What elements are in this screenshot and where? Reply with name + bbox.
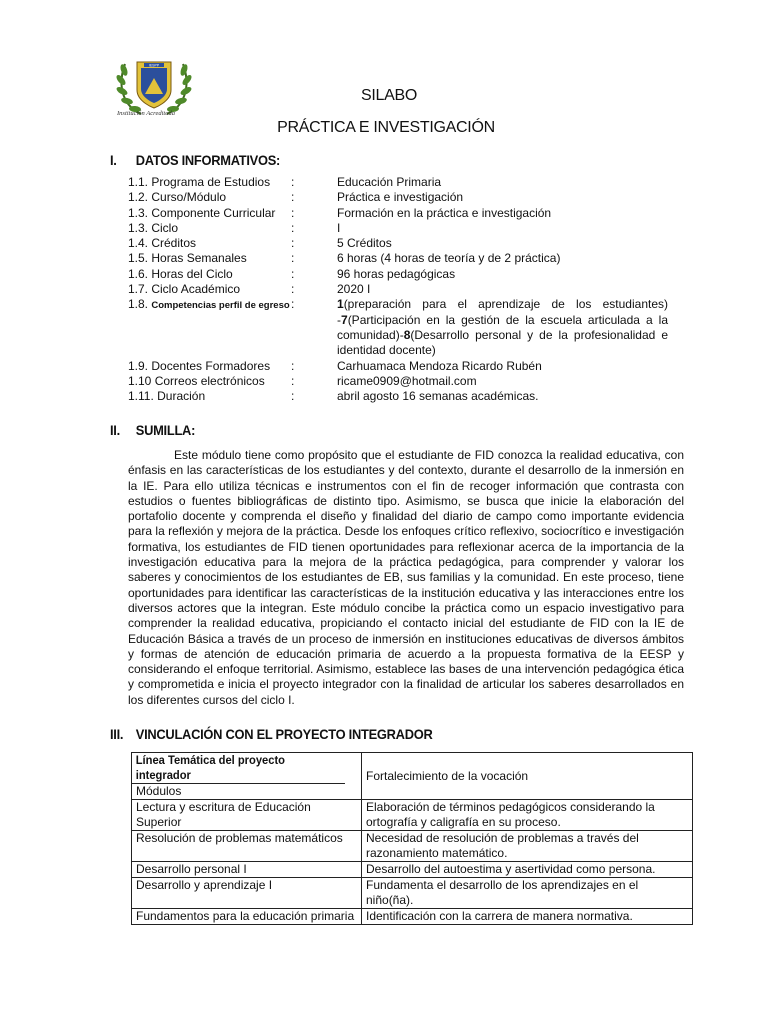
email-link[interactable]: ricame0909@hotmail.com — [337, 373, 477, 388]
info-sep: : — [291, 373, 295, 388]
competencia-text: (Desarrollo personal y de la profesionalidad e identidad docente) — [337, 327, 668, 358]
info-row — [128, 359, 668, 374]
desc-cell: Fundamenta el desarrollo de los aprendizajes en el niño(ña). — [362, 878, 693, 909]
info-value: Formación en la práctica e investigación — [337, 205, 552, 220]
info-key: 1.3. Componente Curricular — [128, 205, 276, 220]
info-key: 1.1. Programa de Estudios — [128, 175, 271, 189]
module-cell: Desarrollo y aprendizaje I — [132, 878, 362, 909]
logo-caption: Institución Acreditada — [117, 110, 175, 117]
section-datos-informativos — [110, 152, 280, 168]
svg-text:IESPP: IESPP — [148, 63, 160, 68]
section-sumilla — [110, 422, 195, 438]
info-row-competencias — [128, 297, 668, 358]
table-row — [132, 800, 693, 831]
info-key: 1.11. Duración — [128, 389, 206, 404]
competencia-number: 8 — [403, 327, 411, 342]
info-sep: : — [291, 251, 295, 266]
section-title: VINCULACIÓN CON EL PROYECTO INTEGRADOR — [135, 726, 433, 742]
table-row — [132, 909, 693, 925]
info-value: abril agosto 16 semanas académicas. — [337, 389, 539, 404]
info-row — [128, 236, 668, 251]
competencia-number: 1 — [337, 297, 344, 312]
info-sep: : — [291, 297, 295, 312]
section-number: I. — [110, 152, 117, 168]
table-header-row — [132, 753, 693, 800]
info-key: 1.5. Horas Semanales — [128, 251, 247, 266]
info-row — [128, 206, 668, 221]
info-sep: : — [291, 358, 295, 373]
info-sep: : — [291, 236, 295, 251]
info-key-number: 1.8. — [128, 297, 149, 312]
module-cell: Desarrollo personal I — [132, 862, 362, 878]
competencia-number: 7 — [341, 312, 348, 327]
section-number: III. — [110, 726, 124, 742]
info-list — [128, 175, 668, 404]
competencia-text: (Participación en la gestión de la escuela articulada a la comunidad)- — [337, 312, 668, 342]
info-key: 1.4. Créditos — [128, 236, 197, 251]
desc-cell: Necesidad de resolución de problemas a través del razonamiento matemático. — [362, 831, 693, 862]
info-sep: : — [291, 389, 295, 404]
info-row — [128, 282, 668, 297]
info-sep: : — [291, 205, 295, 220]
info-row — [128, 190, 668, 205]
info-value: 2020 I — [337, 282, 371, 297]
info-key: 1.9. Docentes Formadores — [128, 358, 271, 373]
header-sub: Módulos — [136, 784, 182, 798]
info-sep: : — [291, 190, 295, 205]
desc-cell: Identificación con la carrera de manera normativa. — [362, 909, 693, 925]
info-key: 1.10 Correos electrónicos — [128, 373, 265, 388]
section-number: II. — [110, 422, 120, 438]
sumilla-paragraph — [128, 448, 684, 708]
info-key: 1.6. Horas del Ciclo — [128, 266, 233, 281]
info-row — [128, 175, 668, 190]
section-title: SUMILLA: — [135, 422, 196, 438]
info-row — [128, 221, 668, 236]
document-title: SILABO — [360, 87, 417, 104]
competencias-value — [337, 297, 668, 358]
header-value: Fortalecimiento de la vocación — [362, 753, 693, 800]
info-key-label: Competencias perfil de egreso — [151, 300, 290, 312]
info-value: 96 horas pedagógicas — [337, 266, 456, 281]
table-row — [132, 878, 693, 909]
header-label: Línea Temática del proyecto integrador — [132, 753, 345, 784]
info-key: 1.3. Ciclo — [128, 220, 179, 235]
info-value: Práctica e investigación — [337, 190, 464, 205]
section-vinculacion — [110, 726, 433, 742]
info-row — [128, 374, 668, 389]
info-value: 6 horas (4 horas de teoría y de 2 práctica) — [337, 251, 561, 266]
info-value: 5 Créditos — [337, 236, 392, 251]
table-row — [132, 862, 693, 878]
info-key: 1.2. Curso/Módulo — [128, 190, 227, 205]
table-row — [132, 831, 693, 862]
info-sep: : — [291, 220, 295, 235]
info-sep: : — [291, 266, 295, 281]
info-value: Carhuamaca Mendoza Ricardo Rubén — [337, 358, 542, 373]
module-cell: Fundamentos para la educación primaria — [132, 909, 362, 925]
sumilla-text: Este módulo tiene como propósito que el estudiante de FID conozca la realidad educativa, con énfasis en las características de los estudiantes y del contexto, durante el desarrollo de la inmersión en la IE. Para ello utiliza técnicas e instrumentos con el fin de recoger información que contrasta con estudios o fuentes bibliográficas de distinto tipo. Asimismo, se busca que inicie la elaboración del portafolio docente y comprenda el diseño y finalidad del diario de campo como importante evidencia para la reflexión y mejora de la práctica. Desde los enfoques crítico reflexivo, sociocrítico e investigación formativa, los estudiantes de FID tienen oportunidades para reflexionar acerca de la importancia de la investigación educativa para la mejora de la práctica pedagógica, para comprender y valorar los saberes y conocimientos de los estudiantes de EB, sus familias y la comunidad. En este proceso, tiene oportunidades para identificar las características de la institución educativa y las interacciones entre los diversos actores que la integran. Este módulo concibe la práctica como un espacio investigativo para comprender la realidad educativa, propiciando el contacto inicial del estudiante de FID con la IE de Educación Básica a través de un proceso de inmersión en instituciones educativas de diversos ámbitos y formas de atención de educación primaria de acuerdo a la propuesta formativa de la EESP y considerando el enfoque territorial. Asimismo, establece las bases de una intervención pedagógica ética y comprometida e inicia el proyecto integrador con la finalidad de articular los saberes desarrollados en los diferentes cursos del ciclo I. — [128, 448, 684, 707]
desc-cell: Elaboración de términos pedagógicos considerando la ortografía y caligrafía en su proceso. — [362, 800, 693, 831]
competencia-text: (preparación para el aprendizaje de los estudiantes) - — [337, 297, 668, 327]
info-value: I — [337, 220, 341, 235]
info-sep: : — [291, 175, 295, 189]
info-row — [128, 251, 668, 266]
proyecto-integrador-table — [131, 752, 693, 925]
section-title: DATOS INFORMATIVOS: — [135, 152, 281, 168]
document-subtitle: PRÁCTICA E INVESTIGACIÓN — [277, 119, 495, 136]
table-header-cell — [132, 753, 362, 800]
info-key — [128, 297, 291, 358]
module-cell: Resolución de problemas matemáticos — [132, 831, 362, 862]
info-sep: : — [291, 282, 295, 297]
module-cell: Lectura y escritura de Educación Superior — [132, 800, 362, 831]
info-key: 1.7. Ciclo Académico — [128, 282, 241, 297]
info-row — [128, 389, 668, 404]
desc-cell: Desarrollo del autoestima y asertividad como persona. — [362, 862, 693, 878]
info-row — [128, 267, 668, 282]
info-value: Educación Primaria — [337, 175, 442, 189]
